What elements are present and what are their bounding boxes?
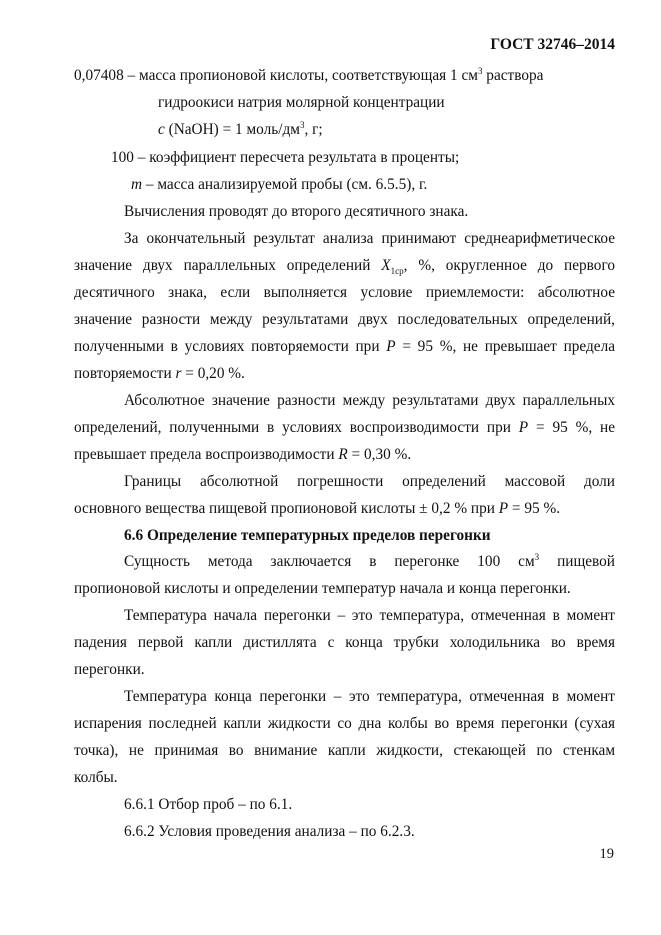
paragraph-line (74, 364, 245, 384)
text-run: повторяемости (74, 365, 176, 382)
paragraph-line (74, 445, 411, 465)
paragraph-line (124, 552, 615, 572)
paragraph-line: пропионовой кислоты и определении температур начала и конца перегонки. (74, 580, 571, 597)
legend-line-1 (74, 66, 543, 86)
text-run: полученными в условиях повторяемости при (74, 338, 387, 355)
legend-line-5 (131, 175, 427, 195)
subsection-item: 6.6.1 Отбор проб – по 6.1. (124, 796, 293, 813)
variable: P (386, 338, 396, 355)
legend-line-4 (111, 148, 459, 168)
paragraph-line: Температура конца перегонки – это температура, отмеченная в момент (124, 688, 615, 705)
text-run: = 0,20 %. (181, 365, 245, 382)
paragraph-line (74, 256, 615, 276)
paragraph-line: падения первой капли дистиллята с конца трубки холодильника во время (74, 634, 615, 651)
paragraph-line: За окончательный результат анализа принимают среднеарифметическое (124, 230, 615, 247)
paragraph-line (74, 337, 615, 357)
legend-text: – коэффициент пересчета результата в проценты; (133, 149, 460, 166)
text-run: значение двух параллельных определений (74, 257, 382, 274)
paragraph-line: Границы абсолютной погрешности определений массовой доли (124, 473, 615, 490)
legend-text: раствора (482, 67, 544, 84)
paragraph-line (74, 499, 560, 519)
text-run: , %, округленное до первого (403, 257, 615, 274)
paragraph-line: десятичного знака, если выполняется условие приемлемости: абсолютное (74, 284, 615, 301)
paragraph-line: колбы. (74, 769, 118, 786)
paragraph-line: значение разности между результатами двух последовательных определений, (74, 311, 615, 328)
variable: c (158, 121, 165, 138)
variable: P (498, 500, 509, 517)
legend-line-3 (158, 120, 323, 140)
text-run: определений, полученными в условиях воспроизводимости при (74, 419, 519, 436)
text-run: = 0,30 %. (347, 446, 412, 463)
superscript: 3 (534, 552, 540, 562)
variable: R (338, 446, 348, 463)
variable: r (175, 365, 182, 382)
legend-line-2: гидроокиси натрия молярной концентрации (158, 94, 445, 111)
variable: P (518, 419, 529, 436)
paragraph-line: Температура начала перегонки – это температура, отмеченная в момент (124, 607, 615, 624)
superscript: 3 (477, 66, 483, 76)
subscript: 1ср (390, 266, 404, 276)
page-number: 19 (599, 846, 614, 862)
paragraph-calculation: Вычисления проводят до второго десятичного знака. (124, 203, 469, 220)
text-run: пищевой (539, 553, 615, 570)
paragraph-line: Абсолютное значение разности между результатами двух параллельных (124, 392, 615, 409)
text-run: = 95 %. (508, 500, 561, 517)
variable: X (381, 257, 391, 274)
legend-value: 100 (111, 149, 134, 166)
text-run: = 95 %, не (528, 419, 615, 436)
text-run: Сущность метода заключается в перегонке 100 см (124, 553, 535, 570)
text-run: основного вещества пищевой пропионовой кислоты ± 0,2 % при (74, 500, 499, 517)
text-run: превышает предела воспроизводимости (74, 446, 339, 463)
paragraph-line: точка), не принимая во внимание капли жидкости, стекающей по стенкам (74, 742, 615, 759)
text-run: = 95 %, не превышает предела (395, 338, 616, 355)
legend-value: 0,07408 (74, 67, 124, 84)
document-header: ГОСТ 32746–2014 (490, 36, 615, 53)
legend-text: , г; (304, 121, 323, 138)
paragraph-line (74, 418, 615, 438)
legend-text: (NaOH) = 1 моль/дм (164, 121, 300, 138)
legend-text: – масса пропионовой кислоты, соответствующая 1 см (123, 67, 478, 84)
paragraph-line: испарения последней капли жидкости со дна колбы во время перегонки (сухая (74, 715, 615, 732)
paragraph-line: перегонки. (74, 661, 145, 678)
legend-text: – масса анализируемой пробы (см. 6.5.5), г. (142, 176, 428, 193)
variable: m (131, 176, 143, 193)
section-title: 6.6 Определение температурных пределов перегонки (124, 527, 491, 544)
superscript: 3 (299, 120, 305, 130)
subsection-item: 6.6.2 Условия проведения анализа – по 6.2.3. (124, 823, 415, 840)
